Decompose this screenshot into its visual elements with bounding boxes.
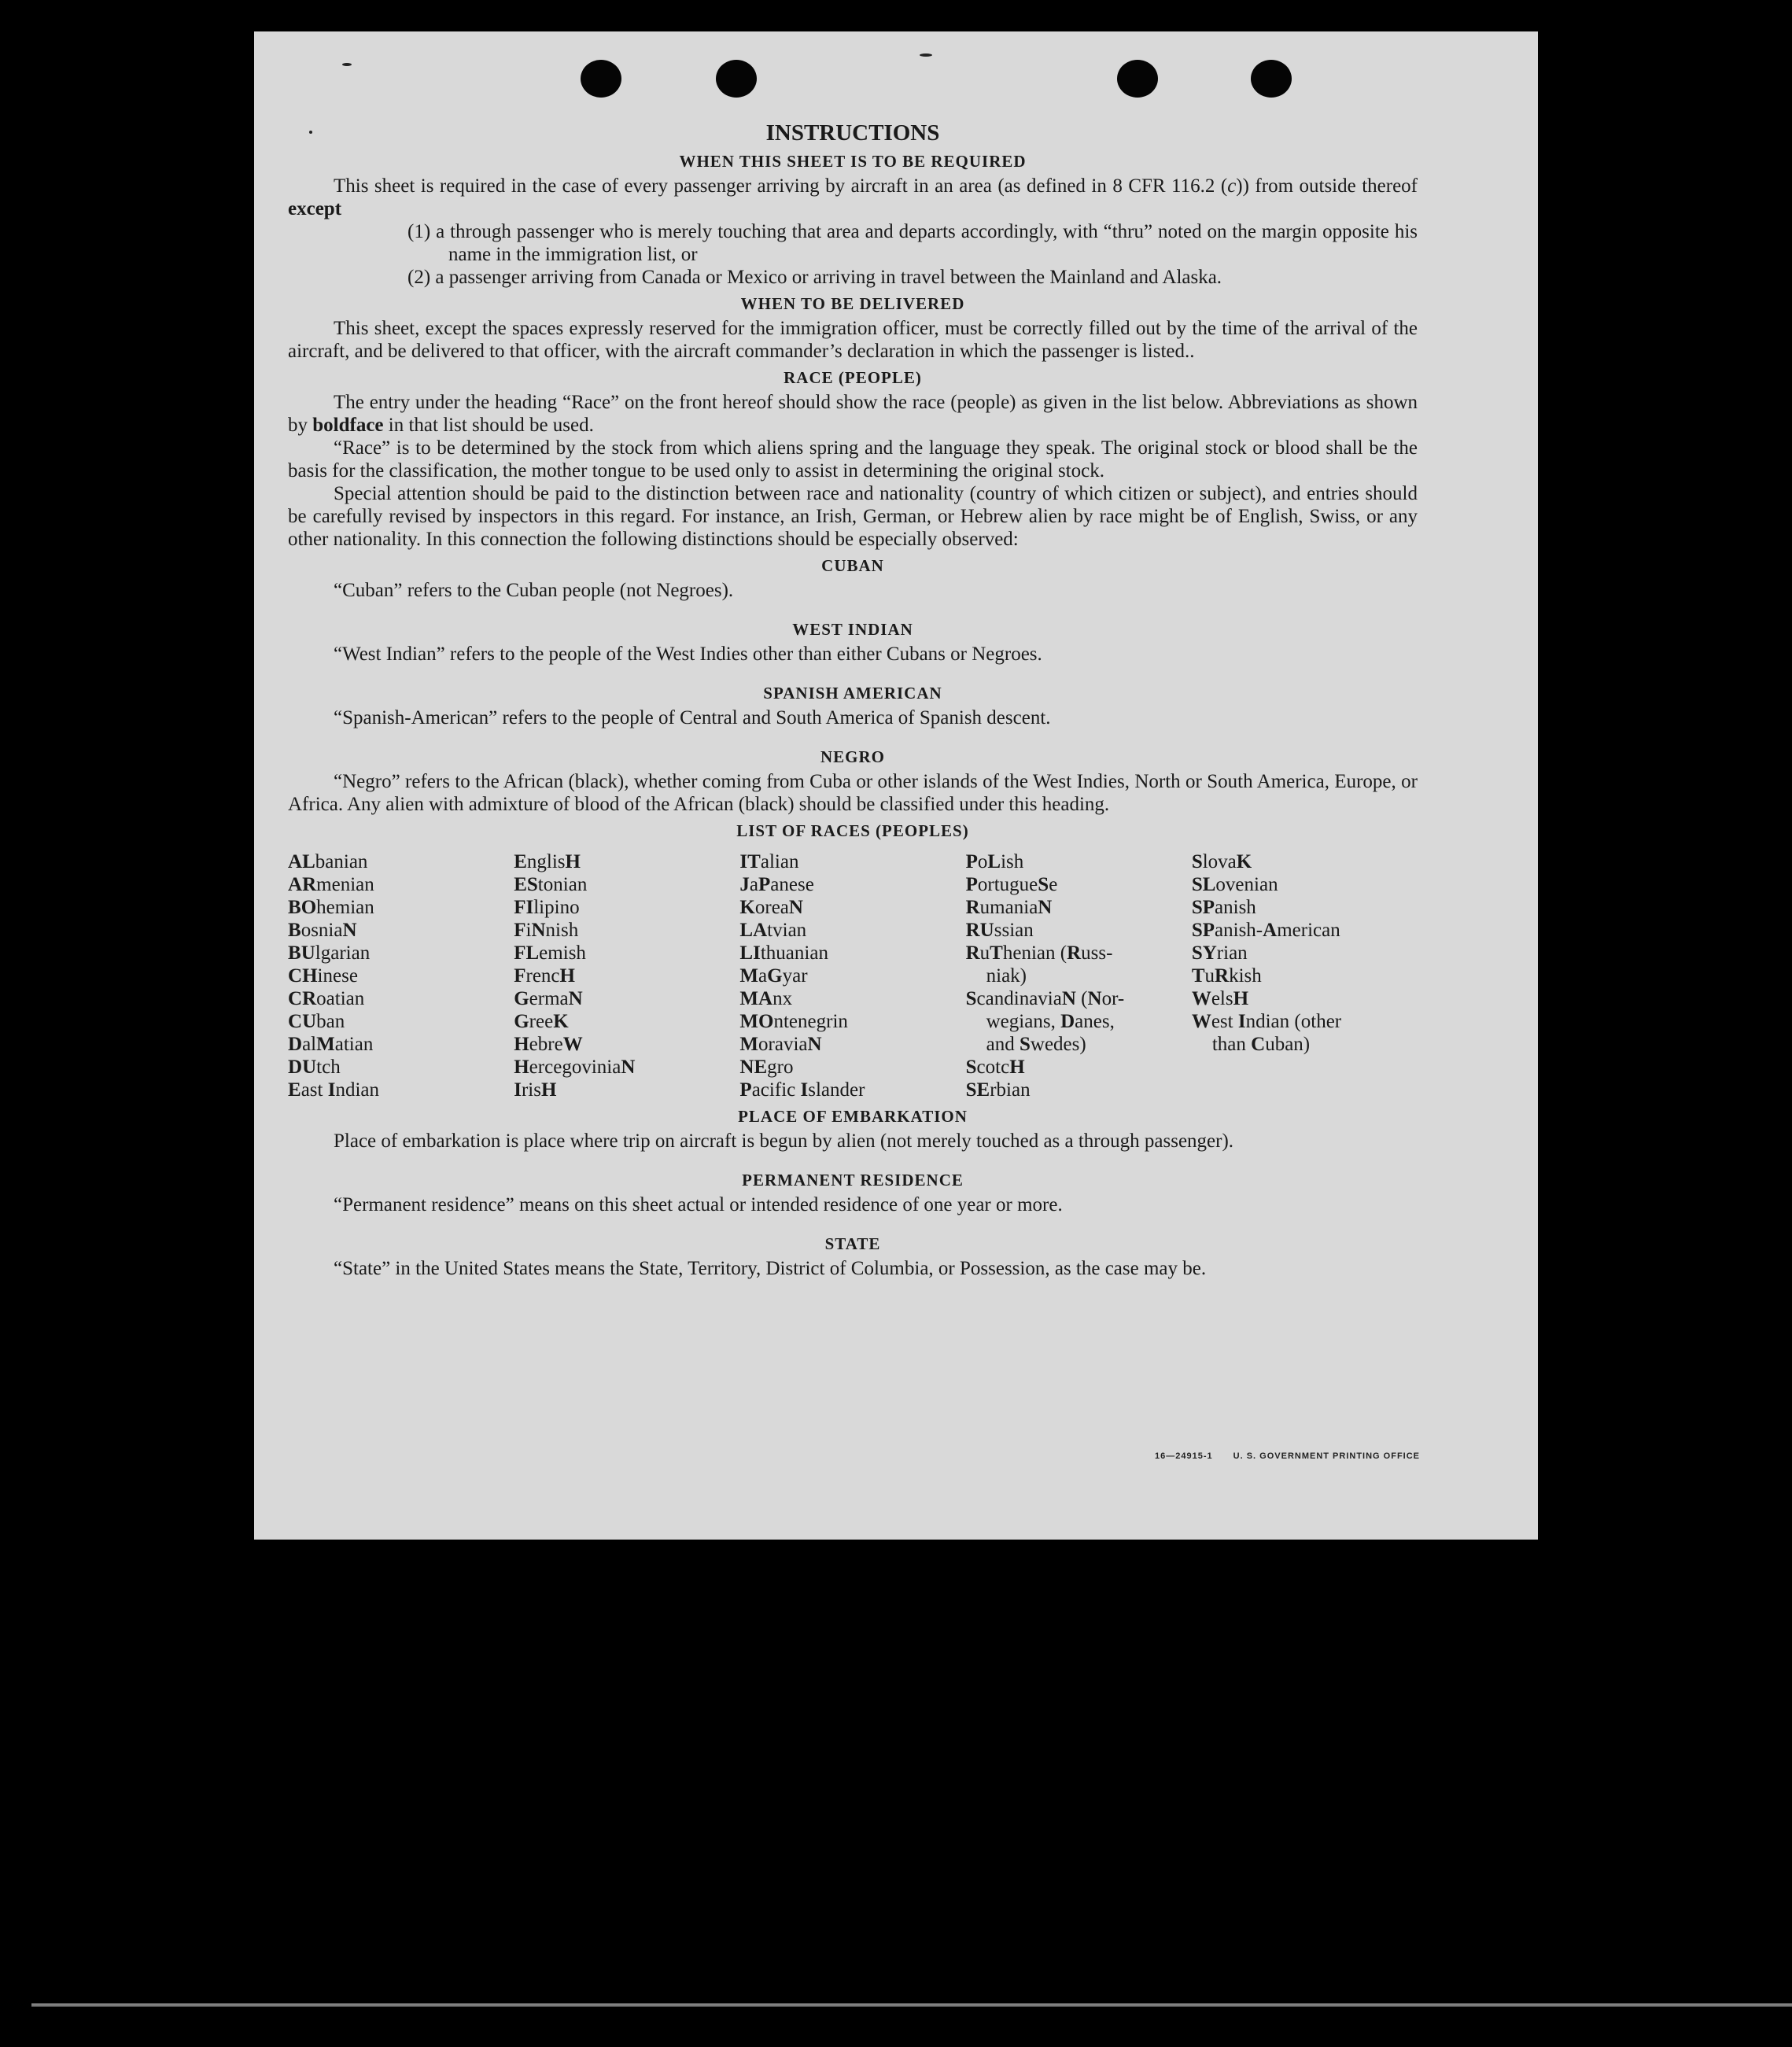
paragraph: The entry under the heading “Race” on the front hereof should show the race (people) as given in the list below. Abbreviations as shown by boldface in that list should be used. <box>288 392 1418 436</box>
race-column <box>514 850 739 1101</box>
section-heading: NEGRO <box>820 747 885 766</box>
section-heading: WEST INDIAN <box>792 620 913 639</box>
race-entry: niak) <box>986 965 1027 987</box>
race-entry: NEgro <box>739 1057 794 1078</box>
paragraph: This sheet, except the spaces expressly reserved for the immigration officer, must be correctly filled out by the time of the arrival of the aircraft, and be delivered to that officer, with the aircraft commander’s declaration in which the passenger is listed.. <box>288 318 1418 362</box>
race-entry: East Indian <box>288 1079 380 1101</box>
race-column <box>1192 850 1418 1101</box>
race-entry: BUlgarian <box>288 942 371 964</box>
race-entry: FrencH <box>514 965 575 987</box>
section-heading: WHEN TO BE DELIVERED <box>740 294 965 313</box>
instructions-body <box>288 120 1418 1280</box>
race-column <box>966 850 1192 1101</box>
race-entry: DalMatian <box>288 1034 374 1055</box>
punch-hole <box>716 60 757 98</box>
document-page <box>254 31 1538 1540</box>
paragraph: “Negro” refers to the African (black), whether coming from Cuba or other islands of the West Indies, North or South America, Europe, or Africa. Any alien with admixture of blood of the African (black) should be classified under this heading. <box>288 771 1418 815</box>
race-entry: FLemish <box>514 942 586 964</box>
race-entry: than Cuban) <box>1211 1034 1311 1055</box>
race-entry: MaGyar <box>739 965 808 987</box>
race-entry: LIthuanian <box>739 942 828 964</box>
printer-name: U. S. GOVERNMENT PRINTING OFFICE <box>1233 1451 1420 1461</box>
race-entry: RUssian <box>965 920 1034 941</box>
race-entry: SLovenian <box>1191 874 1278 895</box>
race-entry: TuRkish <box>1191 965 1262 987</box>
race-entry: SlovaK <box>1191 851 1252 872</box>
scan-speck <box>920 53 932 57</box>
race-entry: ALbanian <box>288 851 368 872</box>
race-list <box>288 850 1418 1101</box>
list-item: (1) a through passenger who is merely touching that area and departs accordingly, with “thru” noted on the margin opposite his name in the immigration list, or <box>407 221 1418 265</box>
printer-imprint <box>1134 1451 1420 1461</box>
race-entry: CUban <box>288 1011 345 1032</box>
race-entry: West Indian (other <box>1191 1011 1342 1032</box>
list-item: (2) a passenger arriving from Canada or Mexico or arriving in travel between the Mainland and Alaska. <box>407 267 1222 288</box>
race-entry: PoLish <box>965 851 1024 872</box>
page-title: INSTRUCTIONS <box>765 120 940 146</box>
punch-hole <box>1117 60 1158 98</box>
paragraph: Special attention should be paid to the distinction between race and nationality (country of which citizen or subject), and entries should be carefully revised by inspectors in this regard. For instance, an Irish, German, or Hebrew alien by race might be of English, Swiss, or any other nationality. In this connection the following distinctions should be especially observed: <box>288 483 1418 550</box>
race-entry: ScandinaviaN (Nor- <box>965 988 1125 1009</box>
paragraph: “Permanent residence” means on this sheet actual or intended residence of one year or more. <box>334 1194 1063 1215</box>
race-entry: JaPanese <box>739 874 814 895</box>
race-entry: wegians, Danes, <box>986 1011 1115 1032</box>
section-heading: SPANISH AMERICAN <box>763 684 942 703</box>
race-column <box>288 850 514 1101</box>
race-column <box>739 850 965 1101</box>
section-heading: LIST OF RACES (PEOPLES) <box>736 821 969 840</box>
race-entry: EStonian <box>514 874 588 895</box>
race-entry: Pacific Islander <box>739 1079 865 1101</box>
race-entry: SPanish-American <box>1191 920 1340 941</box>
race-entry: RumaniaN <box>965 897 1053 918</box>
race-entry: DUtch <box>288 1057 341 1078</box>
paragraph: “State” in the United States means the State, Territory, District of Columbia, or Possession, as the case may be. <box>334 1258 1207 1279</box>
race-entry: RuThenian (Russ- <box>965 942 1113 964</box>
scan-speck <box>342 63 352 66</box>
section-heading: STATE <box>824 1234 881 1253</box>
race-entry: ARmenian <box>288 874 374 895</box>
race-entry: GreeK <box>514 1011 569 1032</box>
race-entry: FiNnish <box>514 920 579 941</box>
race-entry: ITalian <box>739 851 799 872</box>
race-entry: IrisH <box>514 1079 557 1101</box>
race-entry: SPanish <box>1191 897 1256 918</box>
race-entry: GermaN <box>514 988 583 1009</box>
form-code: 16—24915-1 <box>1155 1451 1213 1461</box>
section-heading: CUBAN <box>821 556 884 575</box>
race-entry: SErbian <box>965 1079 1031 1101</box>
paragraph: “Spanish-American” refers to the people of Central and South America of Spanish descent. <box>334 707 1051 728</box>
race-entry: MoraviaN <box>739 1034 822 1055</box>
race-entry: CHinese <box>288 965 358 987</box>
race-entry: MAnx <box>739 988 793 1009</box>
paragraph: “West Indian” refers to the people of the West Indies other than either Cubans or Negroes. <box>334 644 1042 665</box>
race-entry: BosniaN <box>288 920 357 941</box>
race-entry: SYrian <box>1191 942 1248 964</box>
race-entry: HercegoviniaN <box>514 1057 636 1078</box>
race-entry: KoreaN <box>739 897 803 918</box>
section-heading: WHEN THIS SHEET IS TO BE REQUIRED <box>679 152 1027 171</box>
race-entry: and Swedes) <box>986 1034 1086 1055</box>
race-entry: WelsH <box>1191 988 1249 1009</box>
race-entry: FIlipino <box>514 897 580 918</box>
race-entry: BOhemian <box>288 897 374 918</box>
race-entry: HebreW <box>514 1034 583 1055</box>
section-heading: PERMANENT RESIDENCE <box>742 1171 964 1189</box>
punch-hole <box>1251 60 1292 98</box>
race-entry: ScotcH <box>965 1057 1025 1078</box>
race-entry: EnglisH <box>514 851 581 872</box>
race-entry: PortugueSe <box>965 874 1058 895</box>
paragraph: This sheet is required in the case of every passenger arriving by aircraft in an area (as defined in 8 CFR 116.2 (c)) from outside thereof except <box>288 175 1418 219</box>
punch-hole <box>581 60 621 98</box>
paragraph: “Cuban” refers to the Cuban people (not Negroes). <box>334 580 734 601</box>
race-entry: CRoatian <box>288 988 365 1009</box>
race-entry: MOntenegrin <box>739 1011 848 1032</box>
paragraph: “Race” is to be determined by the stock from which aliens spring and the language they speak. The original stock or blood shall be the basis for the classification, the mother tongue to be used only to assist in determining the original stock. <box>288 437 1418 481</box>
section-heading: PLACE OF EMBARKATION <box>738 1107 968 1126</box>
section-heading: RACE (PEOPLE) <box>784 368 922 387</box>
paragraph: Place of embarkation is place where trip on aircraft is begun by alien (not merely touched as a through passenger). <box>334 1130 1234 1152</box>
scan-edge-line <box>31 2003 1792 2007</box>
race-entry: LAtvian <box>739 920 807 941</box>
